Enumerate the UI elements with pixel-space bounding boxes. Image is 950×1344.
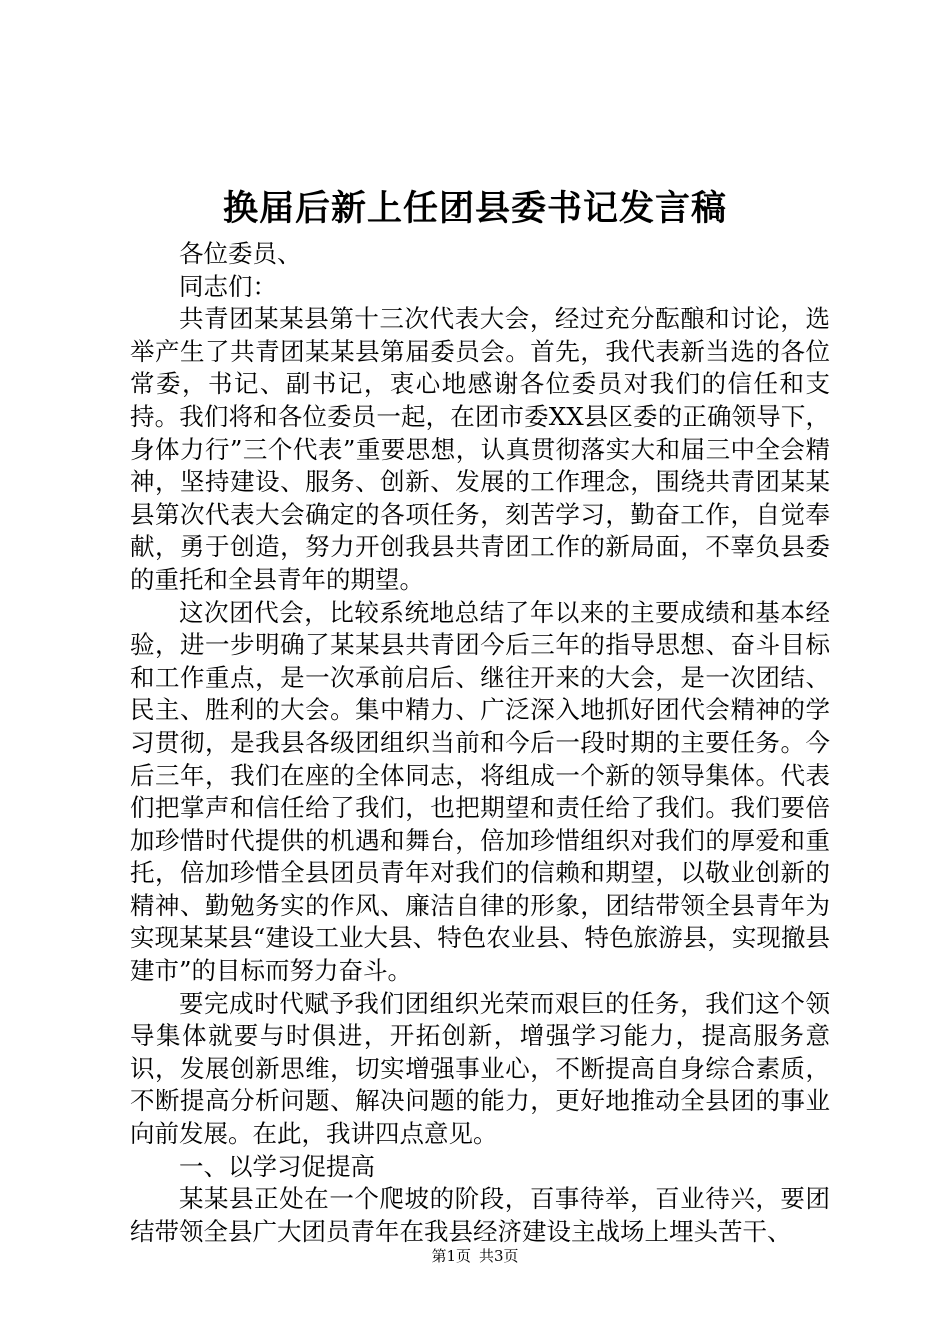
salutation-line-1: 各位委员、	[179, 239, 302, 268]
section-heading: 一、以学习促提高	[179, 1151, 375, 1181]
document-body	[130, 238, 830, 1248]
body-paragraph: 某某县正处在一个爬坡的阶段，百事待举，百业待兴，要团结带领全县广大团员青年在我县经济建设主战场上埋头苦干、	[130, 1184, 830, 1246]
page-total: 共3页	[479, 1247, 519, 1265]
page-number: 第1页	[431, 1247, 471, 1265]
body-paragraph: 这次团代会，比较系统地总结了年以来的主要成绩和基本经验，进一步明确了某某县共青团今后三年的指导思想、奋斗目标和工作重点，是一次承前启后、继往开来的大会，是一次团结、民主、胜利的大会。集中精力、广泛深入地抓好团代会精神的学习贯彻，是我县各级团组织当前和今后一段时期的主要任务。今后三年，我们在座的全体同志，将组成一个新的领导集体。代表们把掌声和信任给了我们，也把期望和责任给了我们。我们要倍加珍惜时代提供的机遇和舞台，倍加珍惜组织对我们的厚爱和重托，倍加珍惜全县团员青年对我们的信赖和期望，以敬业创新的精神、勤勉务实的作风、廉洁自律的形象，团结带领全县青年为实现某某县“建设工业大县、特色农业县、特色旅游县，实现撤县建市”的目标而努力奋斗。	[130, 597, 830, 986]
body-paragraph: 要完成时代赋予我们团组织光荣而艰巨的任务，我们这个领导集体就要与时俱进，开拓创新，增强学习能力，提高服务意识，发展创新思维，切实增强事业心，不断提高自身综合素质，不断提高分析问题、解决问题的能力，更好地推动全县团的事业向前发展。在此，我讲四点意见。	[130, 988, 830, 1149]
salutation-line-2: 同志们：	[179, 271, 277, 301]
page-footer	[0, 1246, 950, 1266]
document-title: 换届后新上任团县委书记发言稿	[222, 188, 727, 229]
body-paragraph: 共青团某某县第十三次代表大会，经过充分酝酿和讨论，选举产生了共青团某某县第届委员会。首先，我代表新当选的各位常委，书记、副书记，衷心地感谢各位委员对我们的信任和支持。我们将和各位委员一起，在团市委XX县区委的正确领导下，身体力行”三个代表”重要思想，认真贯彻落实大和届三中全会精神，坚持建设、服务、创新、发展的工作理念，围绕共青团某某县第次代表大会确定的各项任务，刻苦学习，勤奋工作，自觉奉献，勇于创造，努力开创我县共青团工作的新局面，不辜负县委的重托和全县青年的期望。	[130, 304, 830, 594]
